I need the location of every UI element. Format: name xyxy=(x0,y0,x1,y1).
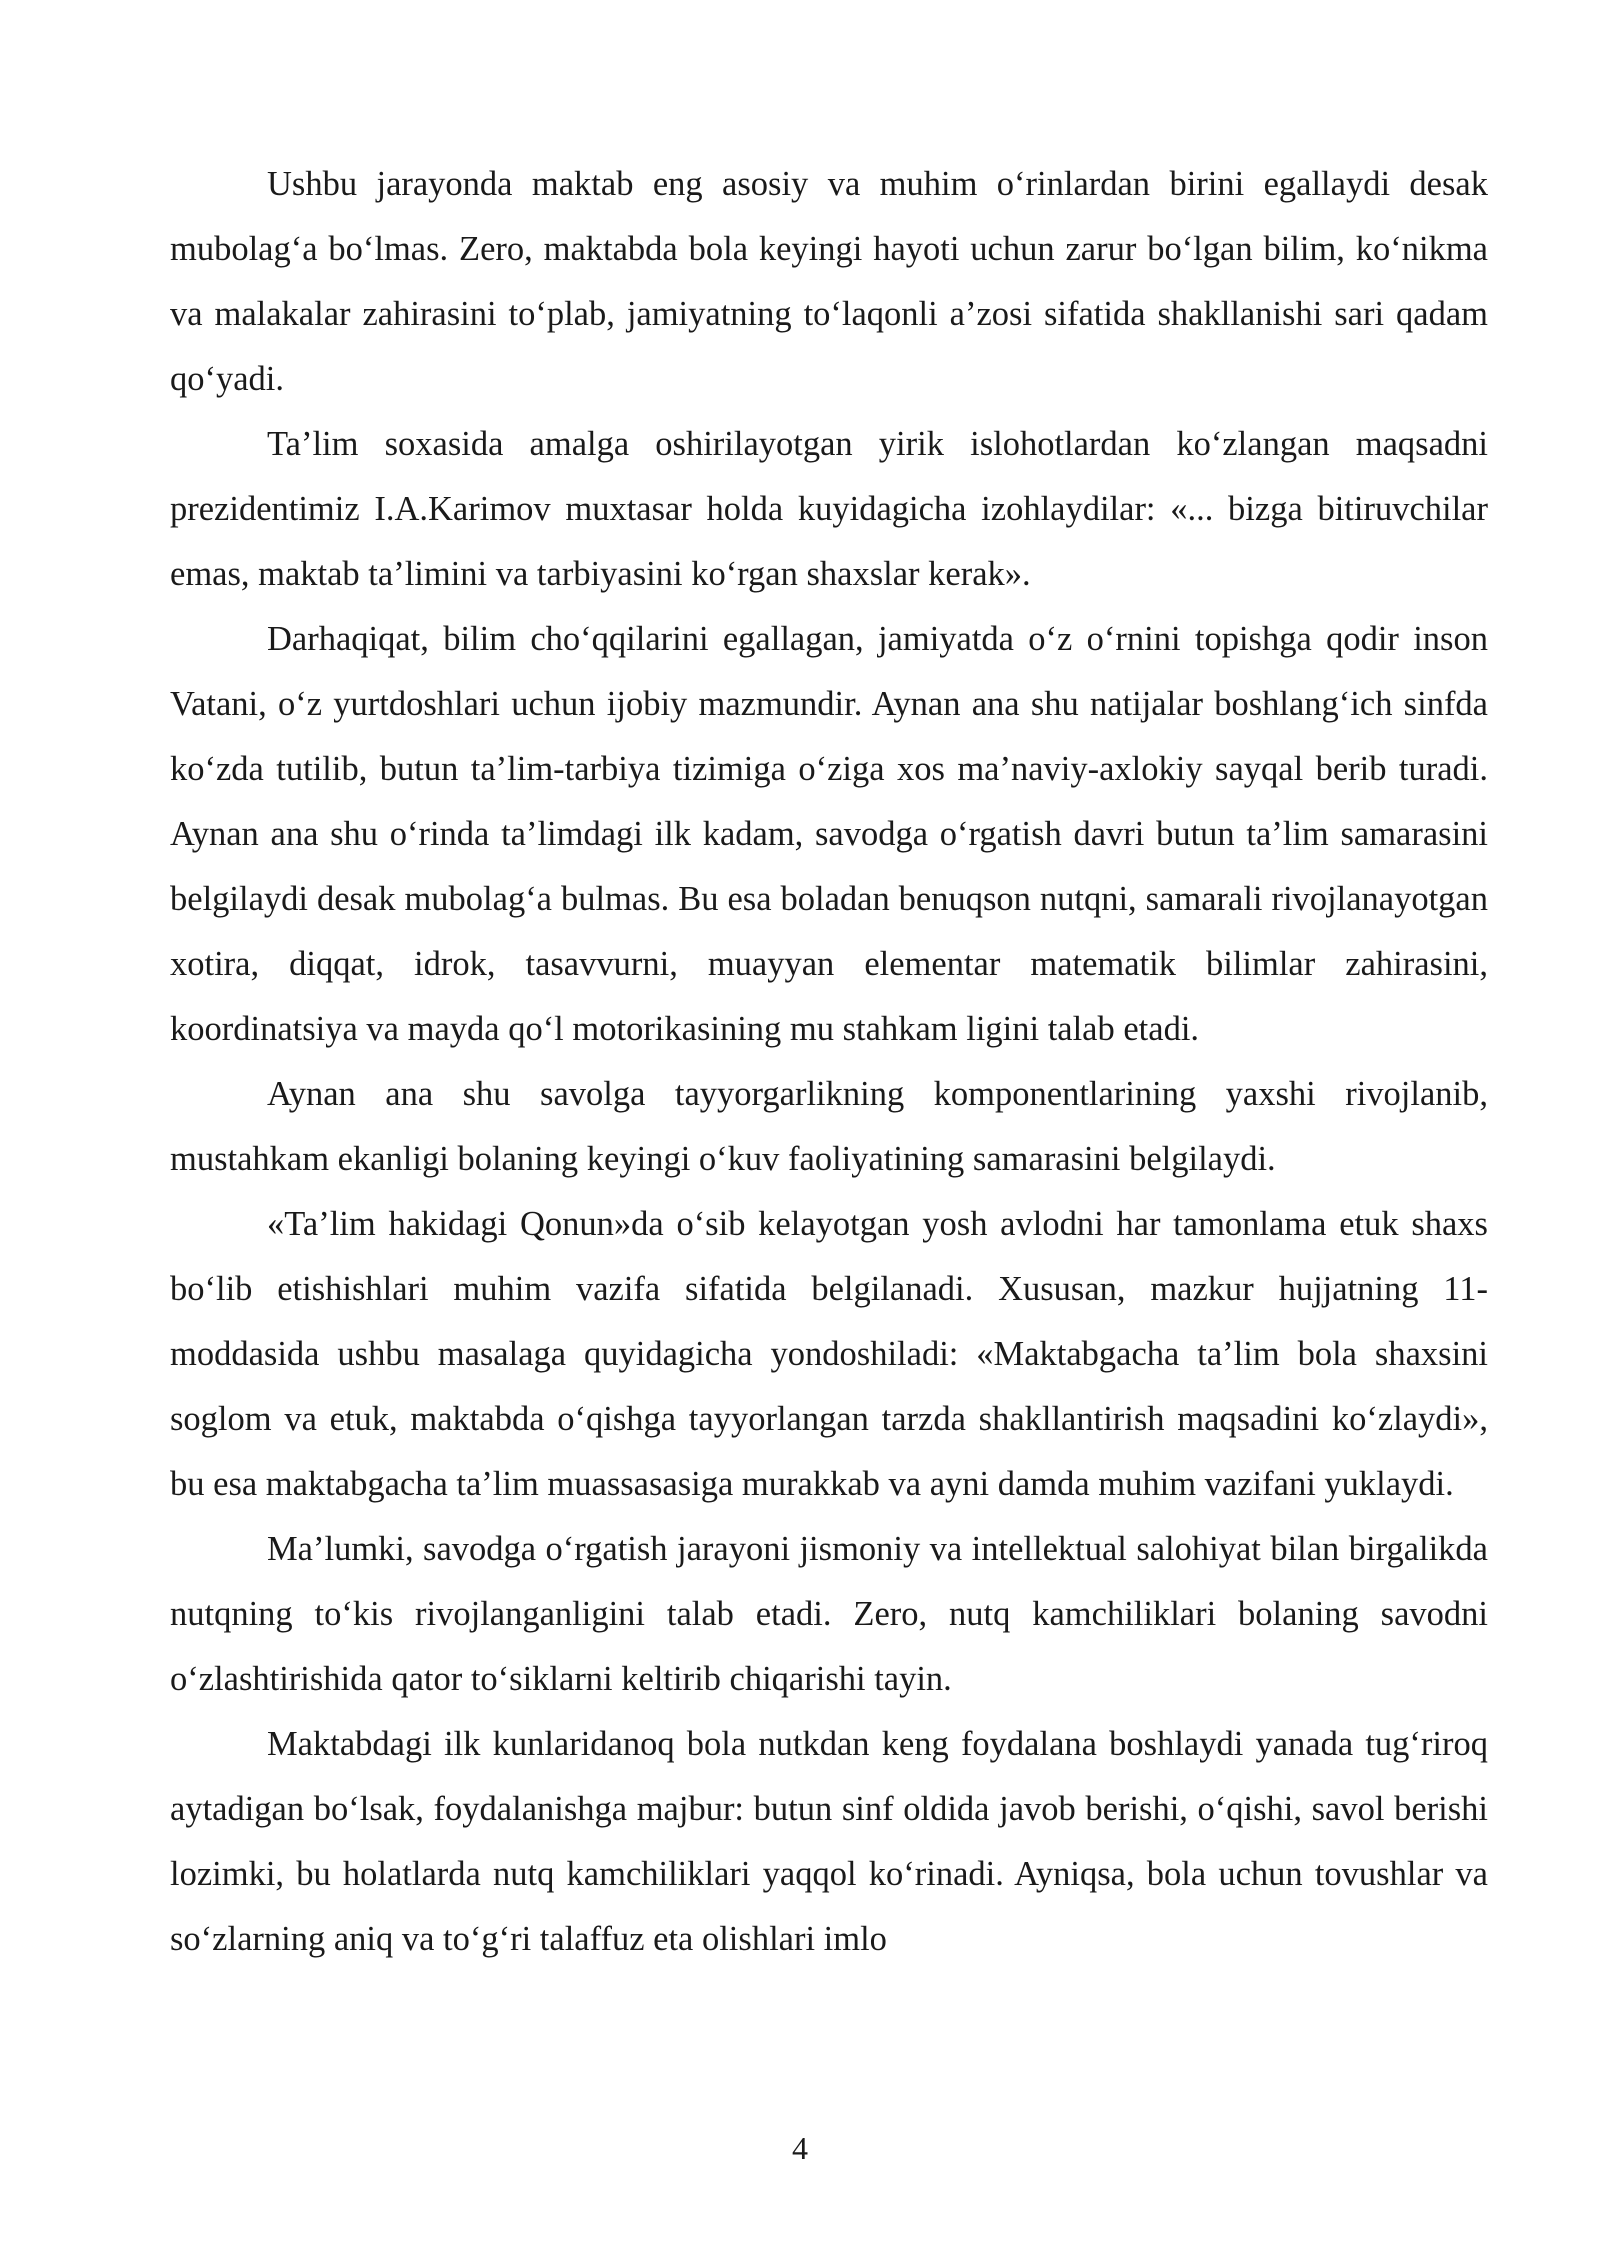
text-body xyxy=(170,152,1488,1972)
paragraph: «Ta’lim hakidagi Qonun»da o‘sib kelayotgan yosh avlodni har tamonlama etuk shaxs bo‘lib etishishlari muhim vazifa sifatida belgilanadi. Xususan, mazkur hujjatning 11-moddasida ushbu masalaga quyidagicha yondoshiladi: «Maktabgacha ta’lim bola shaxsini soglom va etuk, maktabda o‘qishga tayyorlangan tarzda shakllantirish maqsadini ko‘zlaydi», bu esa maktabgacha ta’lim muassasasiga murakkab va ayni damda muhim vazifani yuklaydi. xyxy=(170,1205,1488,1503)
page-number: 4 xyxy=(792,2130,808,2166)
paragraph: Ta’lim soxasida amalga oshirilayotgan yirik islohotlardan ko‘zlangan maqsadni prezidentimiz I.A.Karimov muxtasar holda kuyidagicha izohlaydilar: «... bizga bitiruvchilar emas, maktab ta’limini va tarbiyasini ko‘rgan shaxslar kerak». xyxy=(170,425,1488,593)
paragraph: Darhaqiqat, bilim cho‘qqilarini egallagan, jamiyatda o‘z o‘rnini topishga qodir inson Vatani, o‘z yurtdoshlari uchun ijobiy mazmundir. Aynan ana shu natijalar boshlang‘ich sinfda ko‘zda tutilib, butun ta’lim-tarbiya tizimiga o‘ziga xos ma’naviy-axlokiy sayqal berib turadi. Aynan ana shu o‘rinda ta’limdagi ilk kadam, savodga o‘rgatish davri butun ta’lim samarasini belgilaydi desak mubolag‘a bulmas. Bu esa boladan benuqson nutqni, samarali rivojlanayotgan xotira, diqqat, idrok, tasavvurni, muayyan elementar matematik bilimlar zahirasini, koordinatsiya va mayda qo‘l motorikasining mu stahkam ligini talab etadi. xyxy=(170,620,1488,1048)
paragraph: Ma’lumki, savodga o‘rgatish jarayoni jismoniy va intellektual salohiyat bilan birgalikda nutqning to‘kis rivojlanganligini talab etadi. Zero, nutq kamchiliklari bolaning savodni o‘zlashtirishida qator to‘siklarni keltirib chiqarishi tayin. xyxy=(170,1530,1488,1698)
paragraph: Ushbu jarayonda maktab eng asosiy va muhim o‘rinlardan birini egallaydi desak mubolag‘a bo‘lmas. Zero, maktabda bola keyingi hayoti uchun zarur bo‘lgan bilim, ko‘nikma va malakalar zahirasini to‘plab, jamiyatning to‘laqonli a’zosi sifatida shakllanishi sari qadam qo‘yadi. xyxy=(170,165,1488,398)
paragraph: Maktabdagi ilk kunlaridanoq bola nutkdan keng foydalana boshlaydi yanada tug‘riroq aytadigan bo‘lsak, foydalanishga majbur: butun sinf oldida javob berishi, o‘qishi, savol berishi lozimki, bu holatlarda nutq kamchiliklari yaqqol ko‘rinadi. Ayniqsa, bola uchun tovushlar va so‘zlarning aniq va to‘g‘ri talaffuz eta olishlari imlo xyxy=(170,1725,1488,1958)
paragraph: Aynan ana shu savolga tayyorgarlikning komponentlarining yaxshi rivojlanib, mustahkam ekanligi bolaning keyingi o‘kuv faoliyatining samarasini belgilaydi. xyxy=(170,1075,1488,1178)
